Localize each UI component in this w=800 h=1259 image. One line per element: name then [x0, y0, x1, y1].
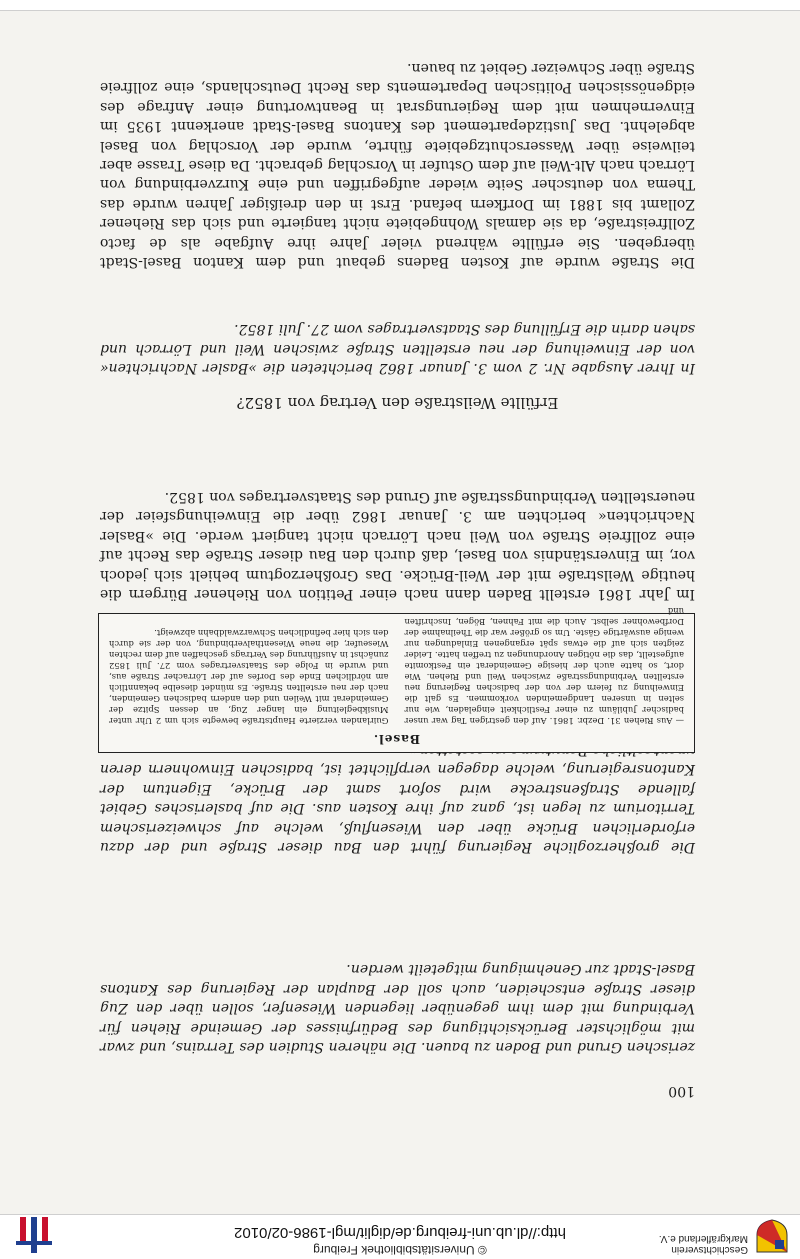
copyright-notice: © Universitätsbibliothek Freiburg — [313, 1243, 487, 1257]
library-footer-bar — [0, 0, 800, 11]
society-name: Geschichtsverein Markgräflerland e.V. — [658, 1233, 748, 1255]
clipping-columns — [109, 606, 684, 726]
library-header-bar — [0, 1214, 800, 1259]
quote-paragraph-1: zerischen Grund und Boden zu bauen. Die näheren Studien des Terrains, und zwar mit möglichster Berücksichtigung des Bedürfnisses der Gemeinde Riehen für Verbindung mit dem ihm gegenüber liegenden Wiesenfer, sollen über den Zug dieser Straße entscheiden, auch soll der Bauplan der Regierung des Kantons Basel-Stadt zur Genehmigung mitgeteilt werden. — [100, 961, 695, 1055]
newspaper-clipping — [98, 606, 695, 753]
body-paragraph-2: Die Straße wurde auf Kosten Badens gebaut und dem Kanton Basel-Stadt übergeben. Sie erfüllte während vieler Jahre ihre Aufgabe als de facto Zollfreistraße, da sie damals Wohngebiete nicht tangierte und sich das Riehener Zollamt bis 1881 im Dorfkern befand. Erst in den dreißiger Jahren wurde das Thema von deutscher Seite wieder aufgegriffen und eine Kurzverbindung von Lörrach nach Alt-Weil auf dem Ostufer in Vorschlag gebracht. Da diese Trasse aber teilweise über Wasserschutzgebiete führte, wurde der Vorschlag von Basel abgelehnt. Das Justizdepartement des Kantons Basel-Stadt anerkennt 1935 im Einvernehmen mit dem Regierungsrat in Beantwortung einer Anfrage des eidgenössischen Politischen Departements das Recht Deutschlands, eine zollfreie Straße über Schweizer Gebiet zu bauen. — [100, 59, 695, 270]
body-paragraph-1: Im Jahr 1861 erstellt Baden dann nach einer Petition von Riehener Bürgern die heutige Weilstraße mit der Weil-Brücke. Das Großherzogtum behielt sich jedoch vor, im Einverständnis von Basel, daß durch den Bau dieser Straße das Recht auf eine zollfreie Straße von Weil nach Lörrach nicht tangiert werde. Die »Basler Nachrichten« berichten am 3. Januar 1862 über die Einweihungsfeier der neuerstellten Verbindungsstraße auf Grund des Staatsvertrages von 1852. — [100, 488, 695, 602]
section-heading: Erfüllte Weilstraße den Vertrag von 1852? — [236, 394, 559, 412]
clipping-column-1: — Aus Riehen 31. Dezbr. 1861. Auf den gestrigen Tag war unser badischer Jubiläum zu einer Festlichkeit eingeladen, wie nur selten in unseren Landgemeinden vorkommen. Es galt die Einweihung zu feiern der von der badischen Regierung neu erstellten Verbindungsstraße zwischen Weil und Riehen. Wie dort, so hatte auch der hiesige Gemeinderat ein Festkomite aufgestellt, das die nötigen Anordnungen zu treffen hatte. Leider zeigten sich auf die etwas spät ergangenen Einladungen nur wenige auswärtige Gäste. Um so größer war die Theilnahme der Dorfbewohner selbst. Auch die mit Fahnen, Bögen, Inschriften und — [404, 606, 684, 726]
page-number: 100 — [668, 1083, 695, 1099]
quote-paragraph-2: Die großherzogliche Regierung führt den Bau dieser Straße und der dazu erforderlichen Brücke über den Wiesenfluß, welche auf schweizerischem Territorium zu legen ist, ganz auf ihre Kosten aus. Die auf baslerisches Gebiet fallende Straßenstrecke wird sofort samt der Brücke, Eigentum der Kantonsregierung, welche dagegen verpflichtet ist, badischen Einwohnern deren — [100, 761, 695, 855]
permalink-url[interactable]: http://dl.ub.uni-freiburg.de/diglit/mgl-1986-02/0102 — [234, 1224, 566, 1241]
clipping-column-2: Guirlanden verzierte Hauptstraße bewegte sich um 2 Uhr unter Musikbegleitung ein langer Zug, an dessen Spitze der Gemeinderat mit Weilen und den andern badischen Gemeinden, nach der neu erstellten Straße. Es mündet dieselbe bekanntlich am nördlichen Ende des Dorfes auf der Lörracher Straße aus, und wurde in Folge des Staatsvertrages vom 27. Juli 1852 zunächst in Ausführung des Vertrags geschaffen auf dem rechten Wieseufer, die neue Wiesenthalverbindung, von der sie durch den sich hier befindlichen Schwarzwaldbahn abzweigt. — [109, 628, 389, 726]
university-library-logo-icon — [14, 1215, 54, 1255]
clipping-title: Basel. — [372, 732, 421, 746]
caption-paragraph: In Ihrer Ausgabe Nr. 2 vom 3. Januar 1862 berichteten die »Basler Nachrichten« von der Einweihung der neu erstellten Straße zwischen Weil und Lörrach und sahen darin die Erfüllung des Staatsvertrages vom 27. Juli 1852. — [100, 321, 695, 376]
